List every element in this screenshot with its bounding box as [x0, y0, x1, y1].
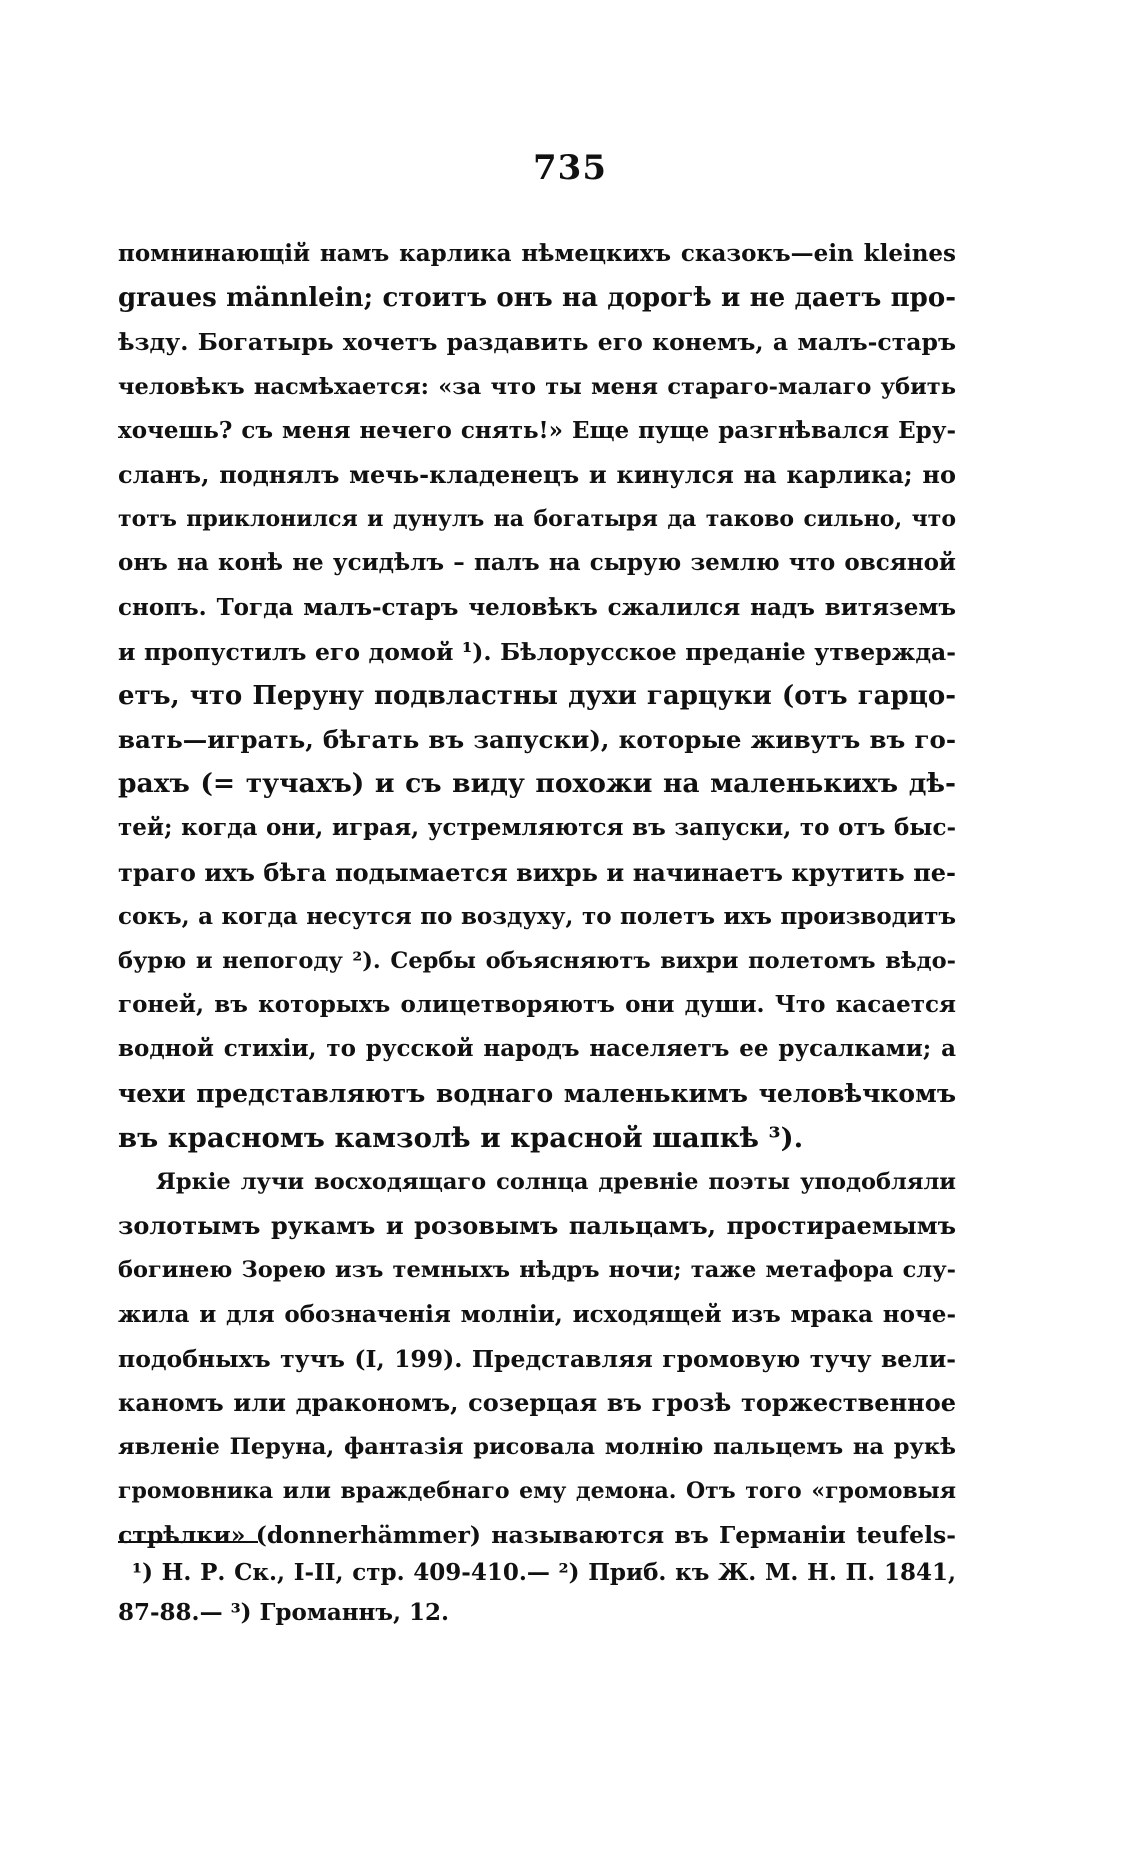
text-line: богинею Зорею изъ темныхъ нѣдръ ночи; таже метафора слу- [118, 1257, 956, 1284]
footnote-line: ¹) Н. Р. Ск., I-II, стр. 409-410.— ²) Приб. къ Ж. М. Н. П. 1841, [132, 1559, 956, 1586]
text-line: водной стихіи, то русской народъ населяетъ ее русалками; а [118, 1035, 956, 1063]
text-line: тотъ приклонился и дунулъ на богатыря да таково сильно, что [118, 506, 956, 533]
text-line: громовника или враждебнаго ему демона. Отъ того «громовыя [118, 1478, 956, 1505]
footnotes [118, 1553, 956, 1633]
text-line: онъ на конѣ не усидѣлъ – палъ на сырую землю что овсяной [118, 549, 956, 577]
footnote-divider [118, 1541, 258, 1543]
text-line: етъ, что Перуну подвластны духи гарцуки (отъ гарцо- [118, 680, 956, 711]
text-line: graues männlein; стоитъ онъ на дорогѣ и не даетъ про- [118, 283, 956, 314]
text-line: золотымъ рукамъ и розовымъ пальцамъ, простираемымъ [118, 1211, 956, 1241]
text-line: подобныхъ тучъ (I, 199). Представляя громовую тучу вели- [118, 1344, 956, 1373]
text-line: гоней, въ которыхъ олицетворяютъ они души. Что касается [118, 991, 956, 1019]
text-line: рахъ (= тучахъ) и съ виду похожи на маленькихъ дѣ- [118, 768, 956, 800]
footnote-line: 87-88.— ³) Громаннъ, 12. [118, 1599, 450, 1626]
text-line: жила и для обозначенія молніи, исходящей изъ мрака ноче- [118, 1300, 956, 1328]
text-line: и пропустилъ его домой ¹). Бѣлорусское преданіе утверждa- [118, 637, 956, 666]
text-line: явленіе Перуна, фантазія рисовала молнію пальцемъ на рукѣ [118, 1434, 956, 1461]
text-line: помнинающій намъ карлика нѣмецкихъ сказокъ—ein kleines [118, 240, 956, 267]
text-line: стрѣлки» (donnerhämmer) называются въ Германіи teufels- [118, 1521, 956, 1550]
text-line: сланъ, поднялъ мечь-кладенецъ и кинулся на карлика; но [118, 459, 956, 489]
text-line: Яркіе лучи восходящаго солнца древніе поэты уподобляли [156, 1168, 956, 1195]
text-line: хочешь? съ меня нечего снять!» Еще пуще разгнѣвался Еру- [118, 416, 956, 444]
text-line: въ красномъ камзолѣ и красной шапкѣ ³). [118, 1121, 804, 1154]
text-line: тей; когда они, играя, устремляются въ запуски, то отъ быс- [118, 814, 956, 842]
text-line: каномъ или дракономъ, созерцая въ грозѣ торжественное [118, 1387, 956, 1417]
text-line: снопъ. Тогда малъ-старъ человѣкъ сжалился надъ витяземъ [118, 593, 956, 621]
page-number: 735 [533, 148, 607, 188]
text-line: ѣзду. Богатырь хочетъ раздавить его конемъ, а малъ-старъ [118, 328, 956, 357]
text-line: траго ихъ бѣга подымается вихрь и начинаетъ крутить пе- [118, 857, 956, 887]
text-line: вать—играть, бѣгать въ запуски), которые живутъ въ го- [118, 725, 956, 755]
body-text [118, 232, 956, 1558]
text-line: чехи представляютъ воднаго маленькимъ человѣчкомъ [118, 1078, 956, 1108]
text-line: сокъ, а когда несутся по воздуху, то полетъ ихъ производитъ [118, 902, 956, 930]
text-line: человѣкъ насмѣхается: «за что ты меня стараго-малаго убить [118, 373, 956, 400]
text-line: бурю и непогоду ²). Сербы объясняютъ вихри полетомъ вѣдо- [118, 948, 956, 974]
